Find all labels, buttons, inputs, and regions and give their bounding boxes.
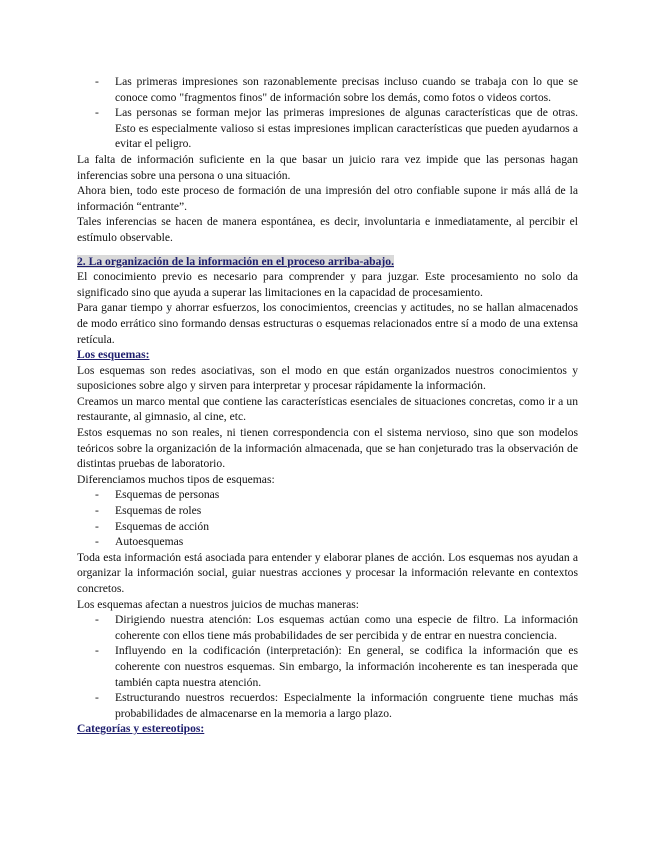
- bullet-dash: -: [95, 75, 99, 88]
- paragraph: Los esquemas afectan a nuestros juicios de muchas maneras:: [77, 597, 360, 611]
- paragraph: Estos esquemas no son reales, ni tienen correspondencia con el sistema nervioso, sino que son modelos teóricos sobre la organización de la información almacenada, que se han conjeturado tras la observación de distintas pruebas de laboratorio.: [77, 426, 578, 471]
- list-item: [77, 690, 578, 721]
- bullet-dash: -: [95, 519, 99, 533]
- subheading-esquemas: Los esquemas:: [77, 348, 150, 362]
- list-item: [77, 534, 578, 550]
- list-item-text: Dirigiendo nuestra atención: Los esquemas actúan como una especie de filtro. La información coherente con ellos tiene más probabilidades de ser percibida y de entrar en nuestra conciencia.: [115, 613, 578, 642]
- bullet-dash: -: [95, 644, 99, 658]
- section-heading-text: 2. La organización de la información en el proceso arriba-abajo.: [77, 254, 394, 268]
- paragraph: Ahora bien, todo este proceso de formación de una impresión del otro confiable supone ir más allá de la información “entrante”.: [77, 184, 578, 213]
- list-item: [77, 519, 578, 535]
- list-item: [77, 612, 578, 643]
- list-item-text: Esquemas de roles: [115, 504, 202, 518]
- bullet-dash: -: [95, 613, 99, 627]
- list-item: [77, 643, 578, 690]
- list-item: [77, 105, 578, 152]
- list-item-text: Las primeras impresiones son razonablemente precisas incluso cuando se trabaja con lo que se conoce como "fragmentos finos" de información sobre los demás, como fotos o videos cortos.: [115, 75, 578, 104]
- bullet-dash: -: [95, 106, 99, 120]
- list-item-text: Esquemas de personas: [115, 488, 220, 502]
- paragraph: Diferenciamos muchos tipos de esquemas:: [77, 472, 275, 486]
- document-page: [77, 74, 578, 737]
- section-heading: [77, 254, 578, 270]
- list-item: [77, 74, 578, 105]
- list-item: [77, 487, 578, 503]
- list-item-text: Influyendo en la codificación (interpretación): En general, se codifica la información que es coherente con nuestros esquemas. Sin embargo, la información incoherente es tan inesperada que también capta nuestra atención.: [115, 644, 578, 689]
- list-item-text: Esquemas de acción: [115, 519, 210, 533]
- bullet-dash: -: [95, 504, 99, 518]
- paragraph: Tales inferencias se hacen de manera espontánea, es decir, involuntaria e inmediatamente, al percibir el estímulo observable.: [77, 215, 578, 244]
- bullet-dash: -: [95, 488, 99, 502]
- bullet-dash: -: [95, 535, 99, 549]
- list-item: [77, 503, 578, 519]
- paragraph: Para ganar tiempo y ahorrar esfuerzos, los conocimientos, creencias y actitudes, no se hallan almacenados de modo errático sino formando densas estructuras o esquemas relacionados entre sí a modo de una extensa retícula.: [77, 301, 578, 346]
- list-item-text: Estructurando nuestros recuerdos: Especialmente la información congruente tiene muchas más probabilidades de almacenarse en la memoria a largo plazo.: [115, 691, 578, 720]
- paragraph: El conocimiento previo es necesario para comprender y para juzgar. Este procesamiento no solo da significado sino que ayuda a superar las limitaciones en la capacidad de procesamiento.: [77, 270, 578, 299]
- paragraph: Los esquemas son redes asociativas, son el modo en que están organizados nuestros conocimientos y suposiciones sobre algo y sirven para interpretar y procesar rápidamente la información.: [77, 363, 578, 393]
- subheading-categorias: Categorías y estereotipos:: [77, 722, 205, 736]
- list-item-text: Autoesquemas: [115, 535, 184, 549]
- paragraph: La falta de información suficiente en la que basar un juicio rara vez impide que las personas hagan inferencias sobre una persona o una situación.: [77, 152, 578, 182]
- paragraph: Toda esta información está asociada para entender y elaborar planes de acción. Los esquemas nos ayudan a organizar la información social, guiar nuestras acciones y procesar la información relevante en contextos concretos.: [77, 550, 578, 595]
- paragraph: Creamos un marco mental que contiene las características esenciales de situaciones concretas, como ir a un restaurante, al gimnasio, al cine, etc.: [77, 394, 578, 424]
- list-item-text: Las personas se forman mejor las primeras impresiones de algunas características que de otras. Esto es especialmente valioso si estas impresiones implican características que pueden ayudarnos a evitar el peligro.: [115, 106, 578, 151]
- bullet-dash: -: [95, 691, 99, 705]
